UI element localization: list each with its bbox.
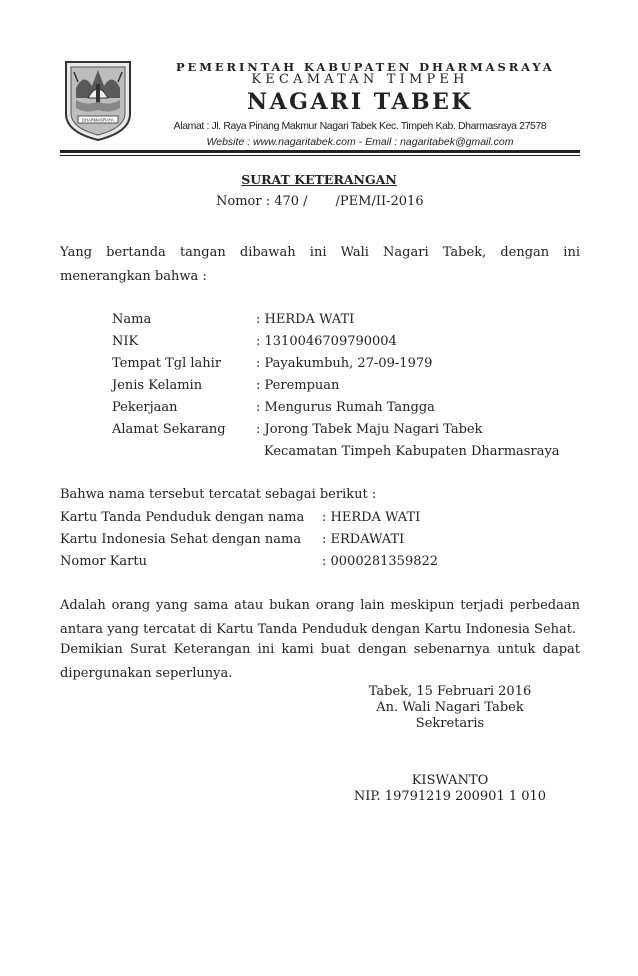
person-name-value: : HERDA WATI [256, 312, 355, 327]
number-label: Nomor : 470 / [216, 194, 308, 209]
person-gender-label: Jenis Kelamin [112, 378, 203, 393]
person-birth-value: : Payakumbuh, 27-09-1979 [256, 356, 433, 371]
person-address-value: : Jorong Tabek Maju Nagari Tabek [256, 422, 483, 437]
letterhead-address: Alamat : Jl. Raya Pinang Makmur Nagari Tabek Kec. Timpeh Kab. Dharmasraya 27578 [173, 120, 547, 132]
record-kis-value: : ERDAWATI [322, 532, 405, 547]
person-nik-value: : 1310046709790004 [256, 334, 397, 349]
letterhead-divider-thick [60, 150, 580, 153]
recorded-intro: Bahwa nama tersebut tercatat sebagai berikut : [60, 487, 377, 502]
person-name-label: Nama [112, 312, 152, 327]
letterhead-nagari: NAGARI TABEK [247, 89, 473, 115]
letterhead-government: PEMERINTAH KABUPATEN DHARMASRAYA [176, 60, 555, 74]
record-kis-label: Kartu Indonesia Sehat dengan nama [60, 532, 302, 547]
letterhead-contact: Website : www.nagaritabek.com - Email : nagaritabek@gmail.com [206, 136, 514, 148]
letterhead-divider-thin [60, 155, 580, 156]
person-address-line2: Kecamatan Timpeh Kabupaten Dharmasraya [264, 444, 560, 459]
document-title: SURAT KETERANGAN [241, 172, 397, 187]
record-card-number-label: Nomor Kartu [60, 554, 147, 569]
person-gender-value: : Perempuan [256, 378, 340, 393]
signature-position: Sekretaris [415, 716, 485, 731]
intro-paragraph: Yang bertanda tangan dibawah ini Wali Nagari Tabek, dengan ini menerangkan bahwa : [60, 245, 580, 284]
closing-paragraph: Demikian Surat Keterangan ini kami buat dengan sebenarnya untuk dapat dipergunakan seperlunya. [60, 642, 580, 681]
person-occupation-label: Pekerjaan [112, 400, 178, 415]
signature-place-date: Tabek, 15 Februari 2016 [368, 684, 532, 699]
person-birth-label: Tempat Tgl lahir [112, 356, 222, 371]
person-nik-label: NIK [112, 334, 139, 349]
person-occupation-value: : Mengurus Rumah Tangga [256, 400, 435, 415]
signature-nip: NIP. 19791219 200901 1 010 [353, 789, 547, 804]
logo-ribbon-text: DHARMASRAYA [82, 117, 114, 123]
signature-name: KISWANTO [411, 773, 489, 788]
document-number [216, 194, 424, 209]
regency-emblem-logo [62, 58, 134, 142]
signature-on-behalf: An. Wali Nagari Tabek [376, 700, 524, 715]
record-ktp-label: Kartu Tanda Penduduk dengan nama [60, 510, 305, 525]
record-ktp-value: : HERDA WATI [322, 510, 421, 525]
record-card-number-value: : 0000281359822 [322, 554, 439, 569]
statement-paragraph: Adalah orang yang sama atau bukan orang lain meskipun terjadi perbedaan antara yang tercatat di Kartu Tanda Penduduk dengan Kartu Indonesia Sehat. [60, 598, 580, 637]
number-suffix: /PEM/II-2016 [335, 194, 424, 209]
person-address-label: Alamat Sekarang [112, 422, 226, 437]
letterhead-district: KECAMATAN TIMPEH [251, 72, 469, 87]
